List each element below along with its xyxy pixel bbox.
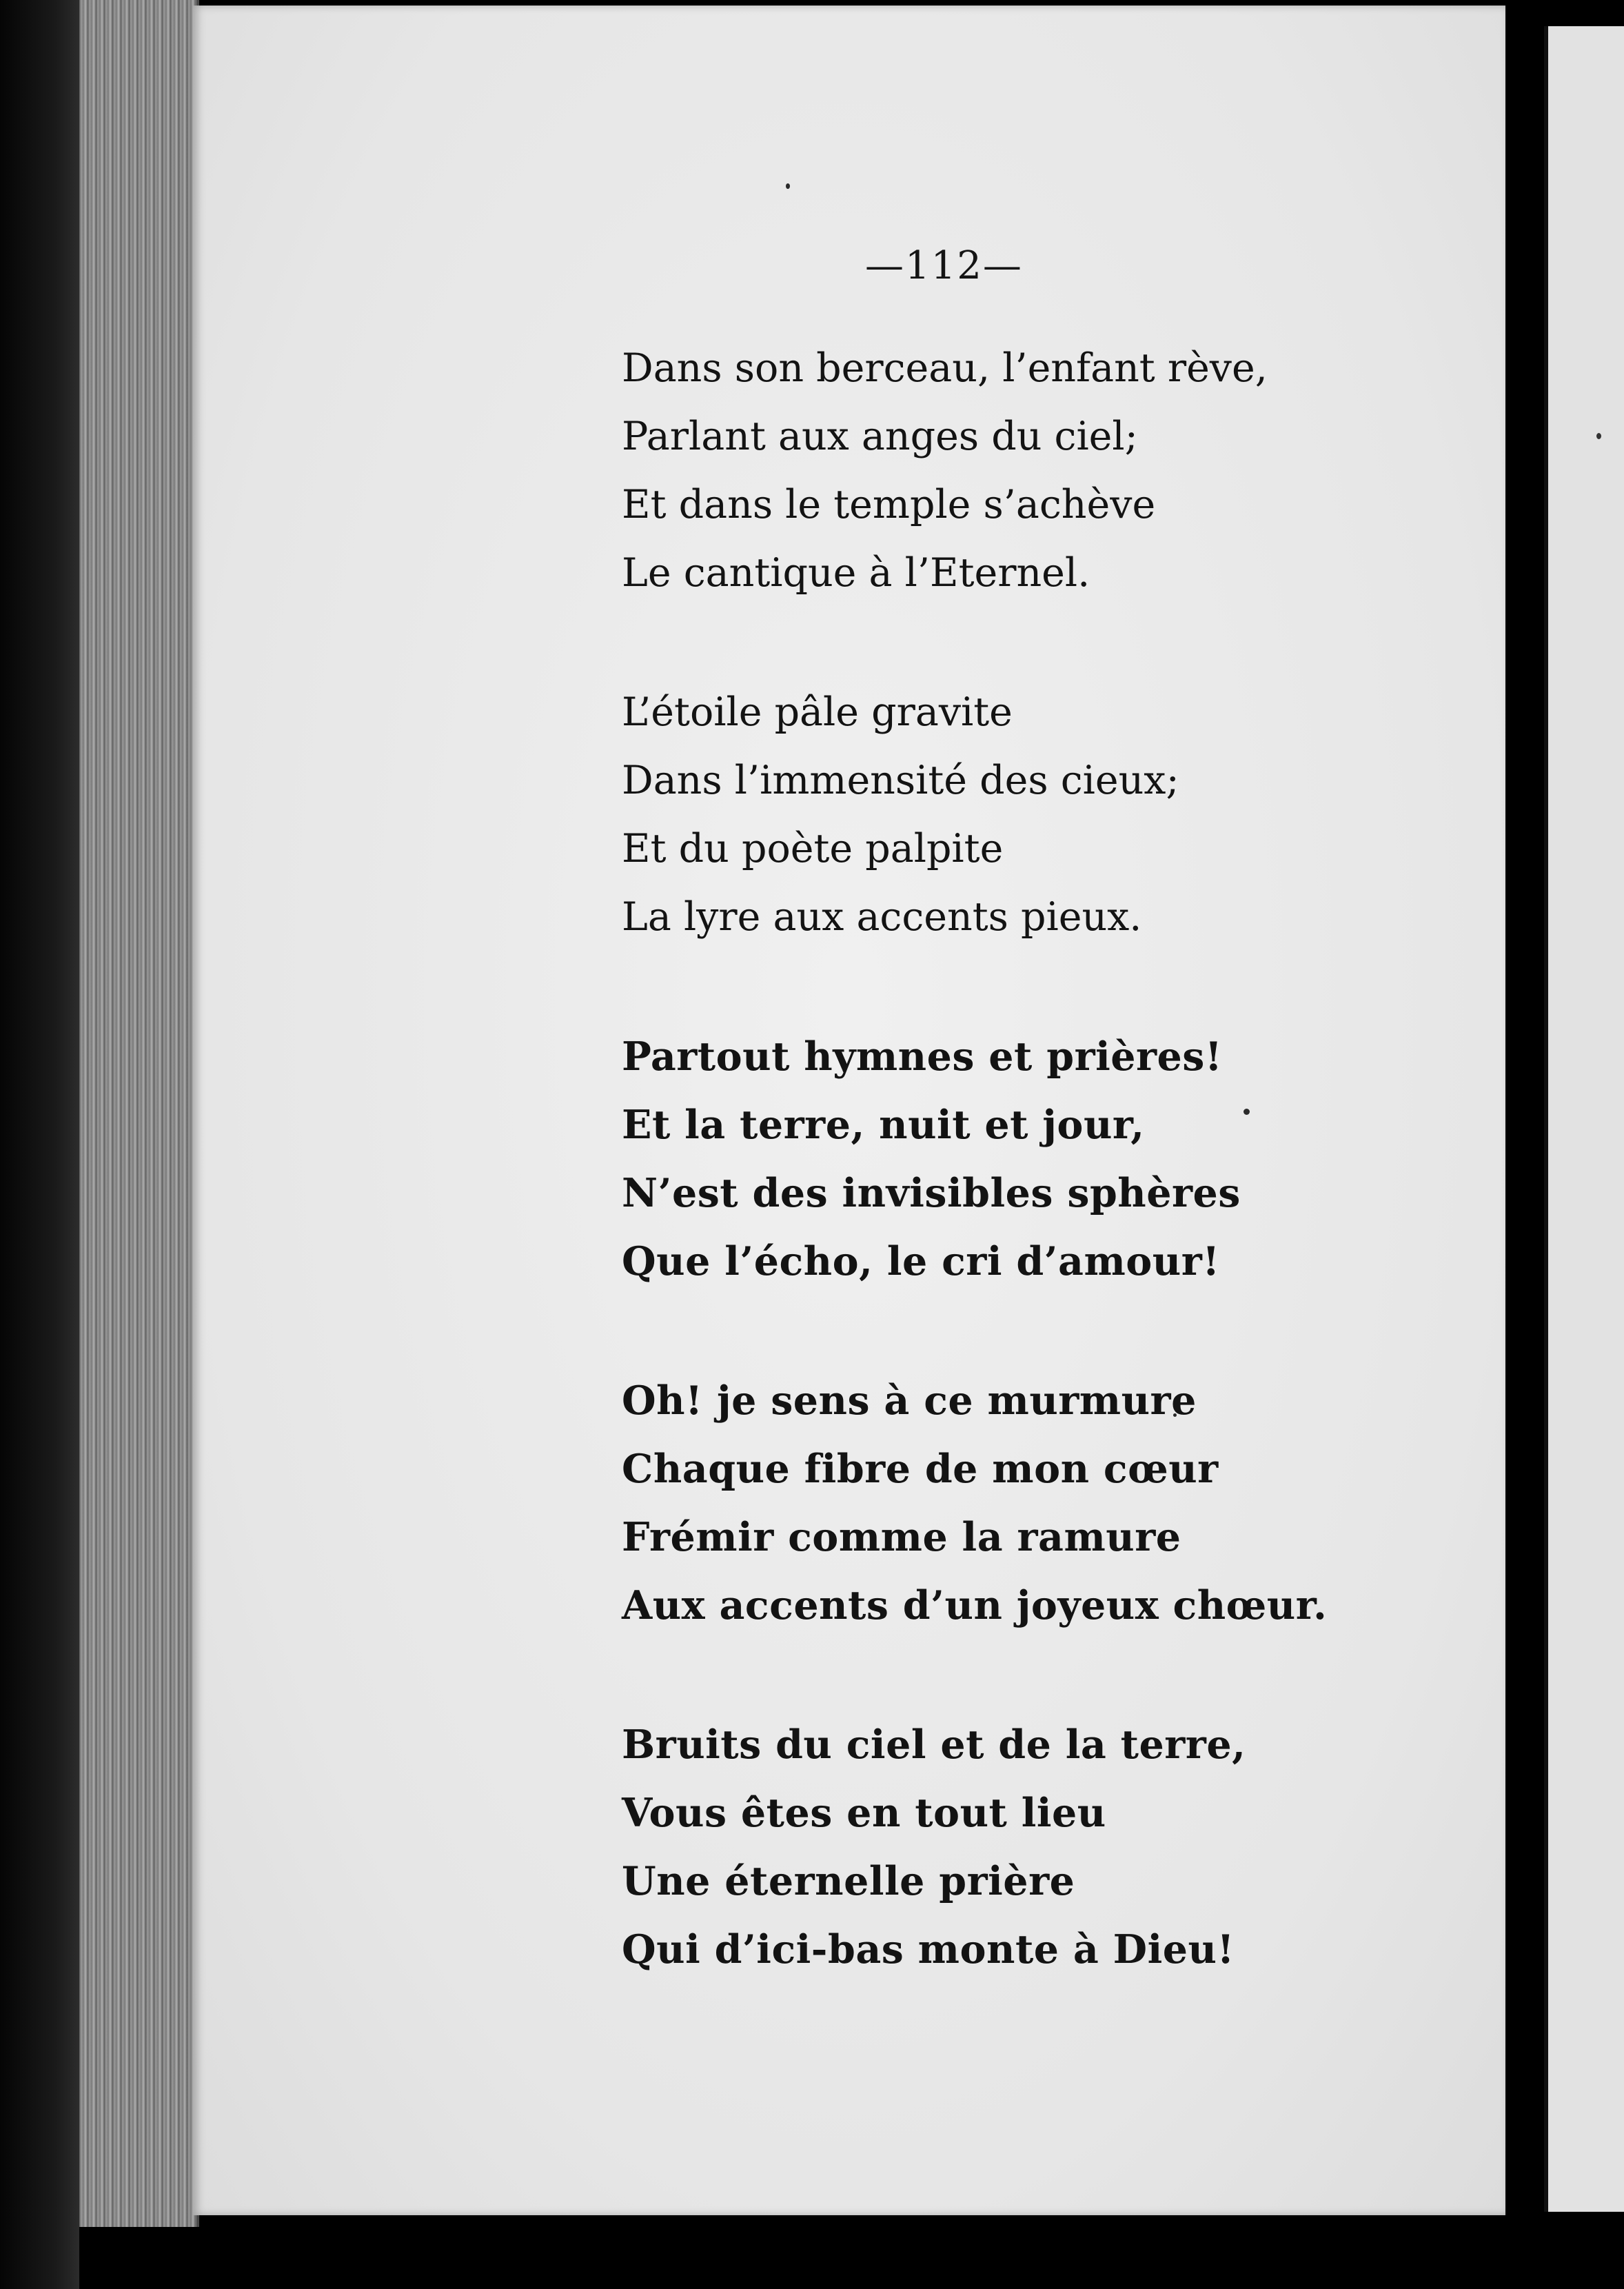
poem-line: Vous êtes en tout lieu [622, 1790, 1106, 1836]
page-stack-edge [79, 0, 199, 2227]
poem-line: Bruits du ciel et de la terre, [622, 1722, 1246, 1768]
poem-line: Frémir comme la ramure [622, 1514, 1181, 1560]
poem-line: Aux accents d’un joyeux chœur. [622, 1582, 1328, 1628]
poem-line: Oh! je sens à ce murmure [622, 1378, 1197, 1424]
poem [622, 334, 1449, 2055]
poem-line: N’est des invisibles sphères [622, 1170, 1241, 1216]
book-edge-shadow [0, 0, 79, 2289]
poem-line: Parlant aux anges du ciel; [622, 414, 1138, 459]
stanza [622, 1022, 1449, 1295]
poem-line: Le cantique à l’Eternel. [622, 550, 1090, 596]
poem-line: Et dans le temple s’achève [622, 482, 1156, 527]
stanza [622, 678, 1449, 951]
poem-line: Dans l’immensité des cieux; [622, 758, 1179, 803]
poem-line: La lyre aux accents pieux. [622, 894, 1142, 940]
poem-line: Qui d’ici-bas monte à Dieu! [622, 1926, 1235, 1973]
page-number: —112— [865, 243, 1023, 288]
stanza [622, 334, 1449, 607]
ink-speck [786, 183, 790, 189]
stanza [622, 1711, 1449, 1984]
poem-line: Et la terre, nuit et jour, [622, 1102, 1145, 1148]
poem-line: Partout hymnes et prières! [622, 1033, 1223, 1080]
facing-page-edge [1544, 26, 1624, 2212]
poem-line: Et du poète palpite [622, 826, 1004, 871]
poem-line: Une éternelle prière [622, 1858, 1075, 1904]
poem-line: Chaque fibre de mon cœur [622, 1446, 1219, 1492]
poem-line: Que l’écho, le cri d’amour! [622, 1238, 1220, 1284]
poem-line: Dans son berceau, l’enfant rève, [622, 345, 1268, 391]
ink-speck [1596, 433, 1601, 439]
stanza [622, 1367, 1449, 1640]
poem-line: L’étoile pâle gravite [622, 689, 1013, 735]
